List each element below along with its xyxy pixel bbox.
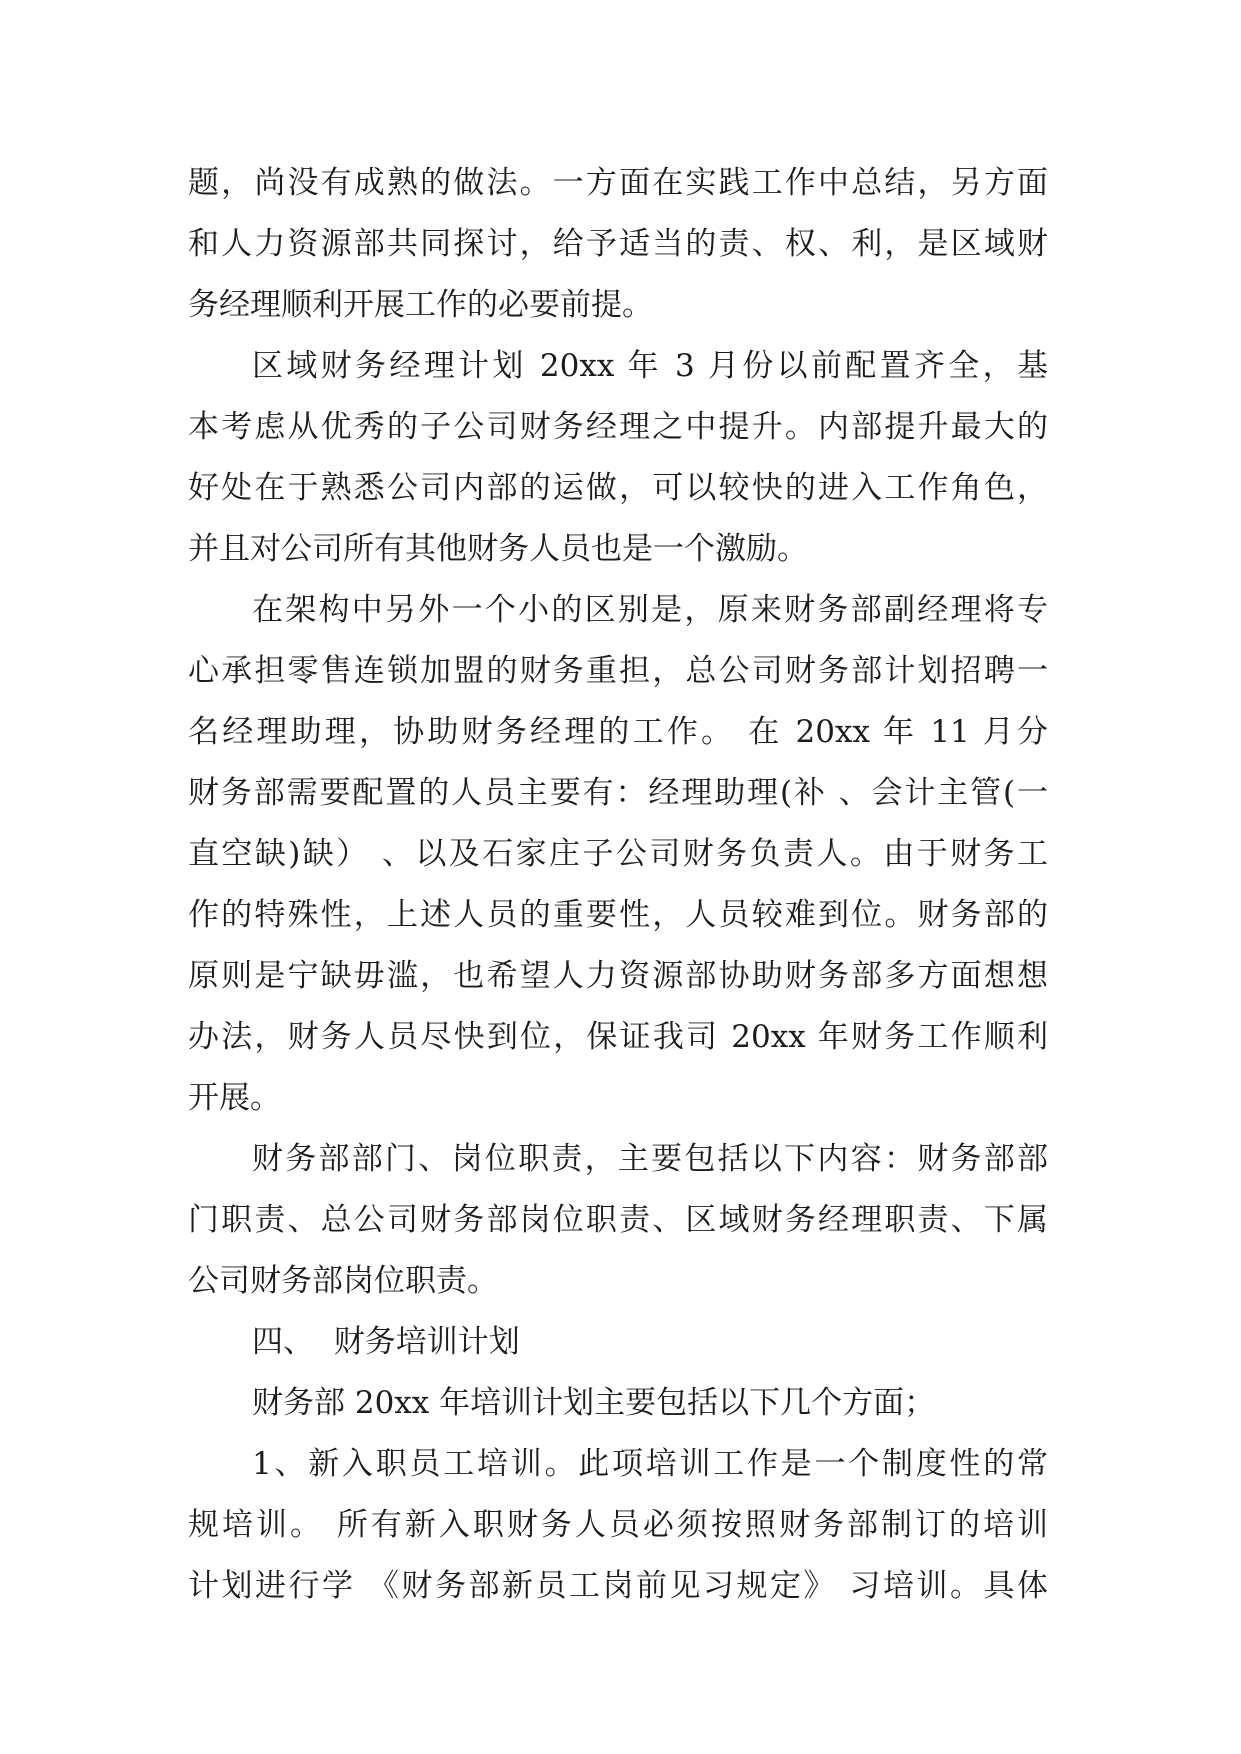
text-line: 名经理助理，协助财务经理的工作。 在 20xx 年 11 月分 — [188, 714, 1048, 750]
text-line: 办法，财务人员尽快到位，保证我司 20xx 年财务工作顺利 — [188, 1019, 1048, 1055]
text-line: 并且对公司所有其他财务人员也是一个激励。 — [188, 531, 808, 567]
text-line: 公司财务部岗位职责。 — [188, 1263, 498, 1299]
text-line: 门职责、总公司财务部岗位职责、区域财务经理职责、下属 — [188, 1202, 1048, 1238]
text-line: 财务部 20xx 年培训计划主要包括以下几个方面； — [252, 1385, 936, 1421]
text-line: 1、新入职员工培训。此项培训工作是一个制度性的常 — [252, 1446, 1048, 1482]
text-line: 务经理顺利开展工作的必要前提。 — [188, 287, 653, 323]
text-line: 本考虑从优秀的子公司财务经理之中提升。内部提升最大的 — [188, 409, 1048, 445]
text-line: 开展。 — [188, 1080, 281, 1116]
text-line: 在架构中另外一个小的区别是，原来财务部副经理将专 — [252, 592, 1048, 628]
text-line: 财务部需要配置的人员主要有：经理助理(补 、会计主管(一 — [188, 775, 1048, 811]
document-body — [188, 153, 1048, 1617]
text-line: 财务部部门、岗位职责，主要包括以下内容：财务部部 — [252, 1141, 1048, 1177]
section-heading: 四、 财务培训计划 — [252, 1324, 520, 1360]
text-line: 好处在于熟悉公司内部的运做，可以较快的进入工作角色， — [188, 470, 1048, 506]
text-line: 题，尚没有成熟的做法。一方面在实践工作中总结，另方面 — [188, 165, 1048, 201]
text-line: 区域财务经理计划 20xx 年 3 月份以前配置齐全，基 — [252, 348, 1048, 384]
text-line: 直空缺)缺） 、以及石家庄子公司财务负责人。由于财务工 — [188, 836, 1048, 872]
text-line: 作的特殊性，上述人员的重要性，人员较难到位。财务部的 — [188, 897, 1048, 933]
text-line: 心承担零售连锁加盟的财务重担，总公司财务部计划招聘一 — [188, 653, 1048, 689]
text-line: 计划进行学 《财务部新员工岗前见习规定》 习培训。具体 — [188, 1568, 1048, 1604]
text-line: 规培训。 所有新入职财务人员必须按照财务部制订的培训 — [188, 1507, 1048, 1543]
text-line: 原则是宁缺毋滥，也希望人力资源部协助财务部多方面想想 — [188, 958, 1048, 994]
text-line: 和人力资源部共同探讨，给予适当的责、权、利，是区域财 — [188, 226, 1048, 262]
